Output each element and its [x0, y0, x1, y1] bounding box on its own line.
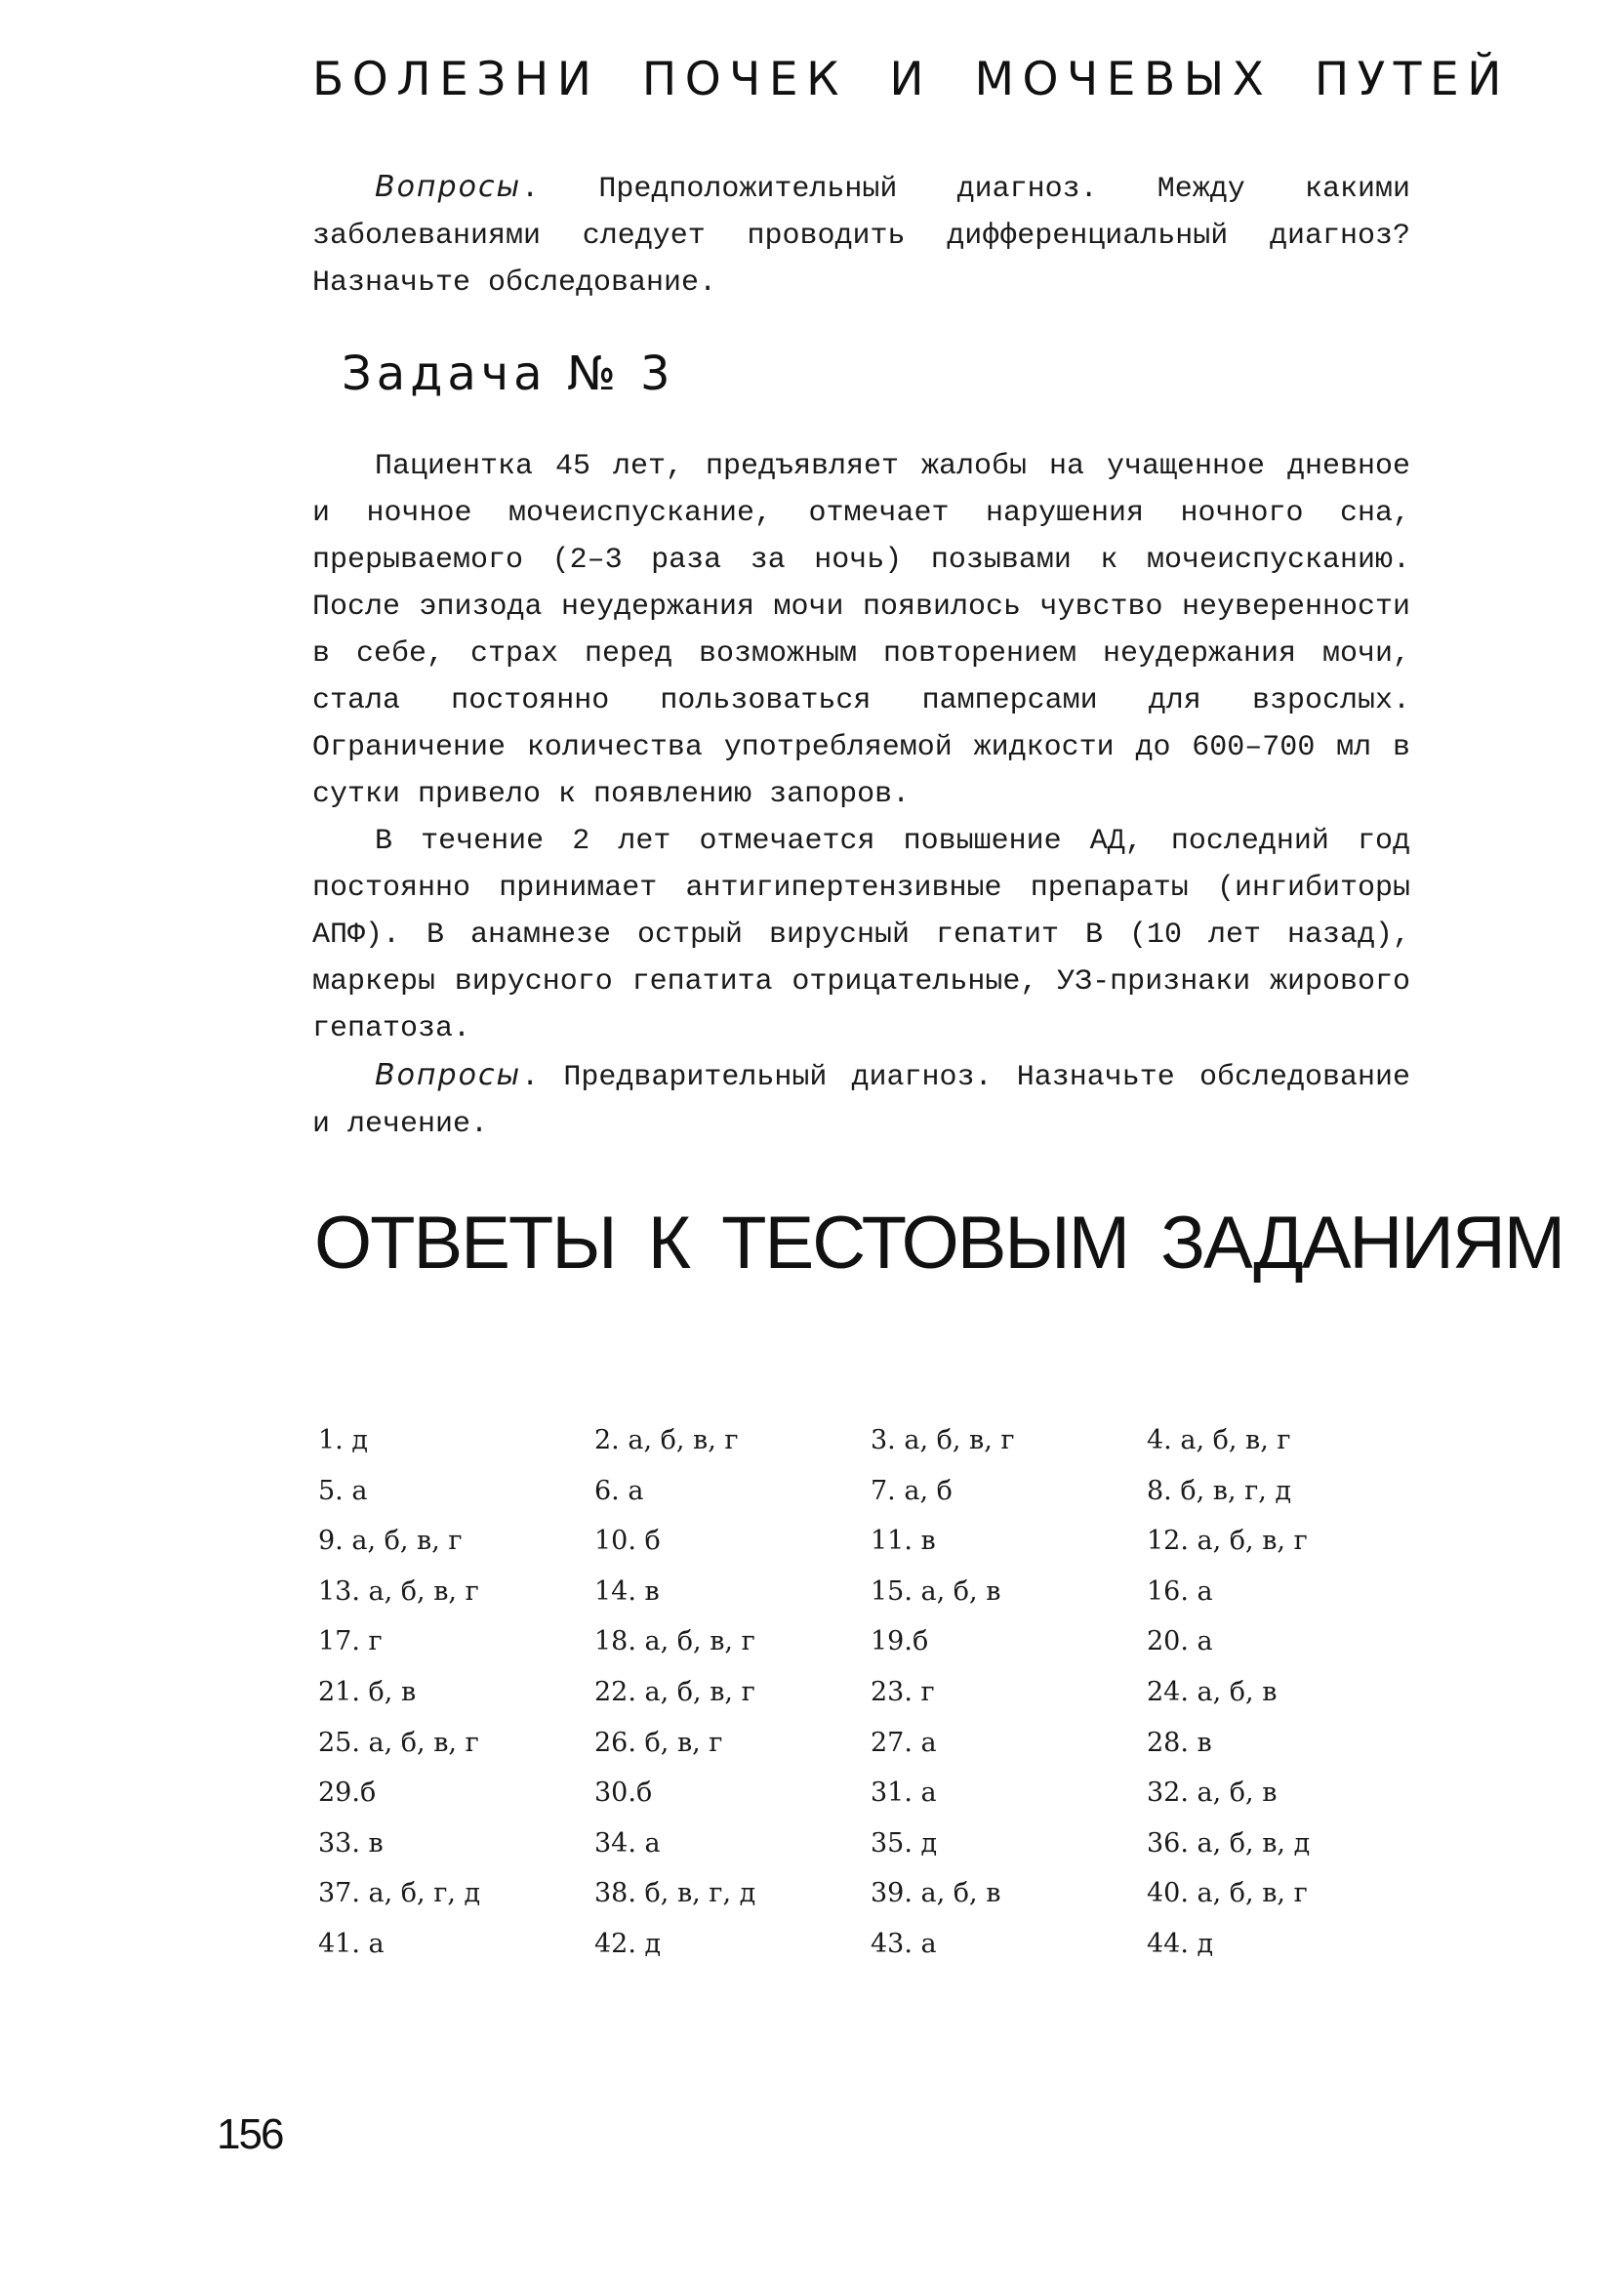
answer-item: 38. б, в, г, д [594, 1878, 756, 1909]
answer-item: 6. а [594, 1475, 644, 1506]
task-title: Задача № 3 [342, 347, 675, 401]
answer-item: 27. а [871, 1727, 937, 1758]
answer-item: 33. в [318, 1827, 384, 1859]
answer-item: 18. а, б, в, г [594, 1626, 755, 1657]
answer-item: 5. а [318, 1475, 368, 1506]
task-paragraph: Пациентка 45 лет, предъявляет жалобы на учащенное дневное и ночное мочеиспускание, отмечает нарушения ночного сна, прерываемого (2–3 раза за ночь) позывами к мочеиспусканию. После эпизода неудержания мочи появилось чувство неуверенности в себе, страх перед возможным повторением неудержания мочи, стала постоянно пользоваться памперсами для взрослых. Ограничение количества употребляемой жидкости до 600–700 мл в сутки привело к появлению запоров. [312, 450, 1410, 811]
answer-item: 23. г [871, 1676, 935, 1707]
page-number: 156 [217, 2110, 283, 2158]
questions-text: . Предварительный диагноз. Назначьте обследование и лечение. [312, 1061, 1410, 1141]
questions-paragraph [312, 164, 1410, 306]
answer-item: 36. а, б, в, д [1147, 1827, 1311, 1859]
answer-item: 8. б, в, г, д [1147, 1475, 1292, 1506]
task-body [312, 443, 1410, 1148]
answer-item: 24. а, б, в [1147, 1676, 1278, 1707]
answer-item: 16. а [1147, 1575, 1213, 1607]
answer-item: 10. б [594, 1526, 661, 1557]
answer-item: 15. а, б, в [871, 1575, 1001, 1607]
answer-item: 44. д [1147, 1928, 1214, 1959]
answer-item: 19.б [871, 1626, 929, 1657]
answers-grid [318, 1415, 1421, 1970]
answer-item: 42. д [594, 1928, 662, 1959]
answer-item: 39. а, б, в [871, 1878, 1001, 1909]
answer-item: 9. а, б, в, г [318, 1526, 463, 1557]
questions-text: . Предположительный диагноз. Между какими заболеваниями следует проводить дифференциальный диагноз? Назначьте обследование. [312, 173, 1410, 300]
questions-label: Вопросы [375, 1058, 522, 1092]
answer-item: 43. а [871, 1928, 937, 1959]
answer-item: 1. д [318, 1425, 368, 1455]
answer-item: 3. а, б, в, г [871, 1425, 1015, 1455]
answer-item: 41. а [318, 1928, 385, 1959]
task-paragraph: В течение 2 лет отмечается повышение АД, последний год постоянно принимает антигипертензивные препараты (ингибиторы АПФ). В анамнезе острый вирусный гепатит В (10 лет назад), маркеры вирусного гепатита отрицательные, УЗ-признаки жирового гепатоза. [312, 825, 1410, 1045]
answer-item: 13. а, б, в, г [318, 1575, 479, 1607]
answer-item: 21. б, в [318, 1676, 417, 1707]
answer-item: 20. а [1147, 1626, 1213, 1657]
answer-item: 2. а, б, в, г [594, 1425, 739, 1455]
questions-label: Вопросы [375, 170, 522, 204]
answer-item: 34. а [594, 1827, 661, 1859]
answer-item: 35. д [871, 1827, 938, 1859]
answer-item: 17. г [318, 1626, 383, 1657]
answer-item: 37. а, б, г, д [318, 1878, 481, 1909]
answer-item: 7. а, б [871, 1475, 953, 1506]
answer-item: 28. в [1147, 1727, 1212, 1758]
answer-item: 11. в [871, 1526, 936, 1557]
answer-item: 4. а, б, в, г [1147, 1425, 1291, 1455]
answer-item: 22. а, б, в, г [594, 1676, 755, 1707]
answer-item: 14. в [594, 1575, 660, 1607]
task-questions-paragraph [312, 1052, 1410, 1148]
answer-item: 31. а [871, 1777, 937, 1809]
section-title: ОТВЕТЫ К ТЕСТОВЫМ ЗАДАНИЯМ [314, 1202, 1564, 1285]
answer-item: 29.б [318, 1777, 377, 1809]
answer-item: 12. а, б, в, г [1147, 1526, 1308, 1557]
answer-item: 32. а, б, в [1147, 1777, 1278, 1809]
running-head: БОЛЕЗНИ ПОЧЕК И МОЧЕВЫХ ПУТЕЙ [312, 53, 1510, 106]
answer-item: 25. а, б, в, г [318, 1727, 479, 1758]
previous-task-questions [312, 164, 1410, 306]
answer-item: 26. б, в, г [594, 1727, 723, 1758]
answer-item: 30.б [594, 1777, 653, 1809]
answer-item: 40. а, б, в, г [1147, 1878, 1308, 1909]
